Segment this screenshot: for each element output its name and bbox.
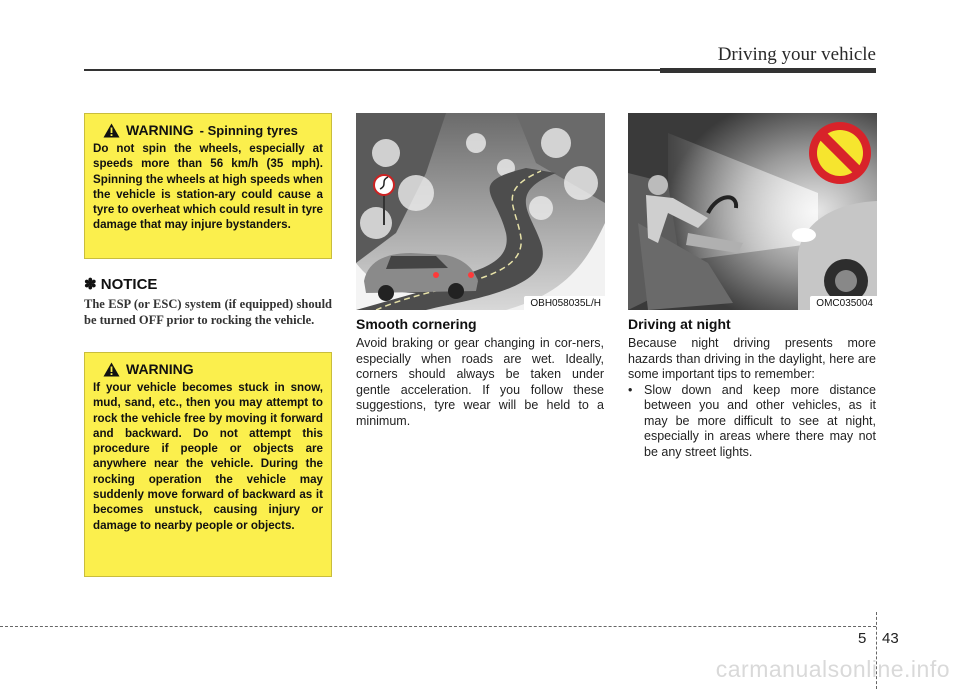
night-driving-illustration — [628, 113, 877, 310]
warning-text: Do not spin the wheels, especially at speeds more than 56 km/h (35 mph). Spinning the wheels at high speeds when the vehicle is station-ary could cause a tyre to overheat which could result in tyre damage that may injure bystanders. — [93, 142, 323, 232]
warning-heading — [103, 122, 323, 138]
winding-road-illustration — [356, 113, 605, 310]
prohibit-icon — [809, 122, 871, 184]
page-header-title: Driving your vehicle — [717, 44, 876, 65]
smooth-cornering-text: Avoid braking or gear changing in cor-ners, especially when roads are wet. Ideally, corners should always be taken under gentle acceleration. If you follow these suggestions, tyre wear will be held to a minimum. — [356, 336, 604, 428]
warning-heading — [103, 361, 323, 377]
watermark: carmanualsonline.info — [715, 656, 950, 682]
driving-at-night-body — [628, 336, 876, 460]
warning-box-stuck-vehicle — [84, 352, 332, 577]
warning-triangle-icon — [103, 123, 120, 138]
image-caption: OMC035004 — [810, 296, 877, 310]
warning-triangle-icon — [103, 362, 120, 377]
bullet-dot: • — [628, 382, 633, 397]
driving-at-night-title: Driving at night — [628, 316, 731, 332]
header-rule-thick — [660, 68, 876, 73]
warning-box-spinning-tyres — [84, 113, 332, 259]
chapter-number: 5 — [858, 630, 867, 647]
bullet-item — [628, 383, 876, 461]
driving-at-night-intro: Because night driving presents more hazards than driving in the daylight, here are some important tips to remember: — [628, 336, 876, 381]
notice-title: ✽ NOTICE — [84, 276, 158, 293]
warning-subtitle: - Spinning tyres — [199, 122, 298, 138]
warning-text: If your vehicle becomes stuck in snow, mud, sand, etc., then you may attempt to rock the vehicle free by moving it forward and backward. Do not attempt this procedure if people or objects are anywhere near the vehicle. During the rocking operation the vehicle may suddenly move forward of backward as it becomes unstuck, causing injury or damage to nearby people or objects. — [93, 381, 323, 532]
warning-label: WARNING — [126, 361, 194, 377]
notice-text: The ESP (or ESC) system (if equipped) should be turned OFF prior to rocking the vehicle. — [84, 297, 332, 327]
smooth-cornering-title: Smooth cornering — [356, 316, 477, 332]
night-driving-image — [628, 113, 877, 310]
bullet-text: Slow down and keep more distance between you and other vehicles, as it may be more difficult to see at night, especially in areas where there may not be any street lights. — [644, 382, 876, 459]
warning-label: WARNING — [126, 122, 194, 138]
page-number: 43 — [882, 630, 899, 647]
image-caption: OBH058035L/H — [524, 296, 605, 310]
footer-rule — [0, 626, 876, 627]
snowy-road-image — [356, 113, 605, 310]
header-rule — [84, 69, 660, 71]
